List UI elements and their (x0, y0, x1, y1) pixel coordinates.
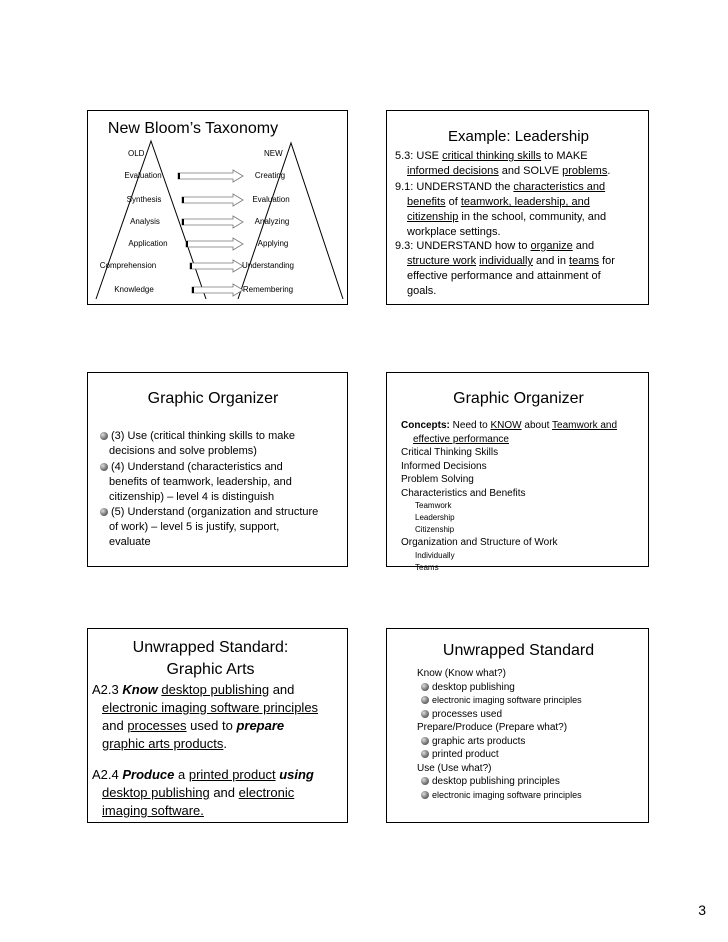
prepare-item: graphic arts products (421, 735, 647, 749)
know-item: desktop publishing (421, 681, 647, 695)
use-item: electronic imaging software principles (421, 789, 647, 803)
slide-title: Graphic Organizer (147, 390, 279, 407)
slide-example-leadership (386, 110, 649, 305)
bullet-icon (421, 737, 429, 745)
standard-9-3: 9.3: UNDERSTAND how to organize and structure work individually and in teams for effective performance and attainment of goals. (395, 240, 615, 297)
slide-graphic-organizer-2 (386, 372, 649, 572)
concept-subitem: Leadership (415, 513, 455, 522)
old-level-label: Synthesis (126, 195, 162, 204)
standard-5-3: 5.3: USE critical thinking skills to MAKE informed decisions and SOLVE problems. (395, 150, 611, 177)
bullet-icon (421, 683, 429, 691)
taxonomy-diagram (88, 111, 347, 304)
know-item: electronic imaging software principles (421, 694, 647, 708)
concept-item: Critical Thinking Skills (401, 447, 499, 458)
concept-subitem: Teams (415, 562, 439, 572)
old-level-label: Evaluation (124, 171, 162, 180)
standard-9-1: 9.1: UNDERSTAND the characteristics and benefits of teamwork, leadership, and citizenship in the school, community, and workplace settings. (395, 181, 607, 238)
new-level-label: Creating (254, 171, 286, 180)
bullet-icon (421, 696, 429, 704)
new-level-label: Analyzing (254, 217, 290, 226)
new-level-label: Evaluation (252, 195, 290, 204)
standard-a2-3: A2.3 Know desktop publishing and electronic imaging software principles and processes used to prepare graphic arts products. (92, 682, 319, 751)
prepare-heading: Prepare/Produce (Prepare what?) (417, 722, 568, 733)
prepare-item: printed product (421, 748, 647, 762)
old-level-label: Comprehension (99, 261, 157, 270)
bullet-icon (421, 777, 429, 785)
arrow-tail-mark (182, 219, 184, 225)
know-item: processes used (421, 708, 647, 722)
concept-item: Informed Decisions (401, 460, 487, 472)
unwrapped-list (417, 667, 647, 802)
bullet-item: (4) Understand (characteristics and benefits of teamwork, leadership, and citizenship) – level 4 is distinguish (100, 460, 345, 505)
slide-title: Unwrapped Standard: Graphic Arts (132, 639, 289, 678)
arrow-tail-mark (192, 287, 194, 293)
arrow-tail-mark (182, 197, 184, 203)
old-level-label: Application (128, 239, 168, 248)
new-label: NEW (264, 149, 283, 158)
know-heading: Know (Know what?) (417, 668, 506, 679)
concept-subitem: Citizenship (415, 525, 455, 534)
concept-subitem: Individually (415, 550, 455, 560)
arrow-group (178, 170, 243, 296)
arrow-tail-mark (186, 241, 188, 247)
bullet-icon (421, 750, 429, 758)
use-heading: Use (Use what?) (417, 762, 492, 774)
concepts-list: Concepts: Need to KNOW about Teamwork and effective performance Critical Thinking Skills Informed Decisions Problem Solving Characteristics and Benefits Teamwork Leadership Citizenship Organization and Structure of Work Individually Teams (401, 419, 647, 574)
slide-title: Example: Leadership (448, 128, 589, 145)
old-label: OLD (128, 149, 145, 158)
standard-a2-4: A2.4 Produce a printed product using desktop publishing and electronic imaging software. (92, 767, 314, 818)
slide-graphic-organizer-1 (87, 372, 348, 567)
slide-title: New Bloom’s Taxonomy (107, 120, 279, 137)
slide-title: Unwrapped Standard (442, 642, 595, 659)
bullet-icon (421, 710, 429, 718)
use-item: desktop publishing principles (421, 775, 647, 789)
slide-unwrapped-graphic-arts (87, 628, 348, 823)
old-level-label: Knowledge (114, 285, 154, 294)
slide-title: Graphic Organizer (453, 390, 584, 407)
arrow-tail-mark (190, 263, 192, 269)
concept-item: Problem Solving (401, 474, 474, 485)
slide-blooms-taxonomy (87, 110, 348, 305)
bullet-icon (100, 432, 108, 440)
bullet-icon (100, 463, 108, 471)
bullet-icon (421, 791, 429, 799)
new-level-label: Understanding (241, 261, 295, 270)
new-level-label: Applying (257, 239, 289, 248)
old-level-label: Analysis (130, 217, 160, 226)
bullet-icon (100, 508, 108, 516)
bullet-item: (5) Understand (organization and structure of work) – level 5 is justify, support, evaluate (100, 505, 348, 550)
bullet-item: (3) Use (critical thinking skills to make decisions and solve problems) (100, 429, 345, 459)
slide-unwrapped-standard (386, 628, 649, 823)
concept-subitem: Teamwork (415, 501, 452, 510)
new-level-label: Remembering (242, 285, 294, 294)
concept-item: Organization and Structure of Work (401, 537, 558, 548)
page-number: 3 (698, 902, 706, 918)
concept-item: Characteristics and Benefits (401, 487, 526, 499)
